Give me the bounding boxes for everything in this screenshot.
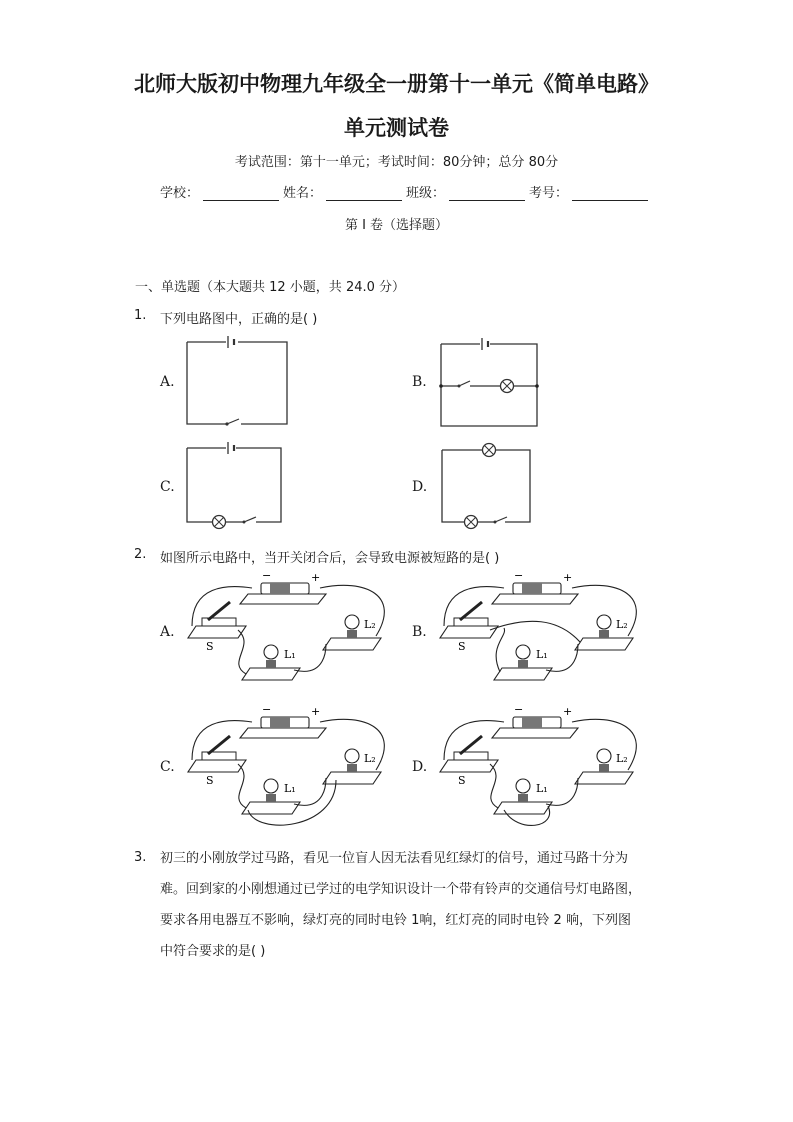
volume-heading: 第 I 卷（选择题）: [344, 218, 449, 233]
question-3-line-1: 初三的小刚放学过马路，看见一位盲人因无法看见红绿灯的信号，通过马路十分为: [160, 851, 629, 866]
question-3-number: 3.: [134, 850, 147, 865]
switch-lever-icon: [208, 602, 230, 620]
bulb-icon: [516, 645, 530, 659]
battery-board: [240, 569, 326, 604]
bulb-icon: [516, 779, 530, 793]
q1-circuit-d: [441, 449, 531, 523]
switch-board: [188, 602, 246, 653]
q1-option-a-label: A.: [160, 374, 175, 390]
switch-blade: [244, 517, 256, 522]
lamp-1-label: L₁: [536, 782, 548, 795]
lamp-2-label: L₂: [616, 618, 628, 631]
lamp-1-label: L₁: [284, 782, 296, 795]
class-blank[interactable]: [449, 186, 525, 201]
q2-option-c-label: C.: [160, 759, 175, 775]
bulb-icon: [345, 749, 359, 763]
question-3-text: [160, 843, 680, 967]
lamp-2-board: [323, 615, 381, 650]
q1-circuit-b: [440, 343, 538, 427]
name-label: 姓名：: [283, 186, 323, 201]
question-1-text: 下列电路图中，正确的是( ): [160, 312, 318, 327]
junction-dot: [439, 384, 443, 388]
q1-circuit-c: [186, 447, 282, 523]
lamp-1-board: [242, 645, 300, 680]
q2-option-a-label: A.: [160, 624, 175, 640]
battery-minus-label: −: [514, 703, 524, 716]
battery-plus-label: +: [311, 705, 321, 718]
switch-label: S: [206, 774, 214, 787]
bulb-icon: [597, 615, 611, 629]
switch-blade: [495, 517, 507, 522]
lamp-2-label: L₂: [616, 752, 628, 765]
question-3-line-3: 要求各用电器互不影响，绿灯亮的同时电铃 1响，红灯亮的同时电铃 2 响，下列图: [160, 913, 631, 928]
lamp-1-label: L₁: [284, 648, 296, 661]
switch-blade: [459, 381, 470, 386]
switch-label: S: [458, 640, 466, 653]
question-3-line-4: 中符合要求的是( ): [160, 944, 266, 959]
exam-number-label: 考号：: [529, 186, 569, 201]
q2-circuit-b: [438, 566, 648, 692]
question-3-line-2: 难。回到家的小刚想通过已学过的电学知识设计一个带有铃声的交通信号灯电路图，: [160, 882, 642, 897]
switch-label: S: [458, 774, 466, 787]
bulb-icon: [264, 645, 278, 659]
q1-option-c-label: C.: [160, 479, 175, 495]
q2-circuit-a: [186, 566, 396, 692]
battery-minus-label: −: [262, 569, 272, 582]
battery-plus-label: +: [563, 571, 573, 584]
battery-minus-label: −: [262, 703, 272, 716]
switch-lever-icon: [208, 736, 230, 754]
student-info-row: [160, 182, 652, 201]
battery-plus-label: +: [311, 571, 321, 584]
lamp-2-label: L₂: [364, 618, 376, 631]
exam-info: 考试范围：第十一单元；考试时间：80分钟；总分 80分: [234, 155, 559, 170]
question-2-number: 2.: [134, 547, 147, 562]
title-line-1: 北师大版初中物理九年级全一册第十一单元《简单电路》: [134, 71, 659, 96]
question-2-text: 如图所示电路中，当开关闭合后，会导致电源被短路的是( ): [160, 551, 500, 566]
switch-lever-icon: [460, 602, 482, 620]
bulb-icon: [264, 779, 278, 793]
q1-option-b-label: B.: [412, 374, 427, 390]
title-line-2: 单元测试卷: [344, 115, 449, 140]
section-heading: 一、单选题（本大题共 12 小题，共 24.0 分）: [135, 280, 406, 295]
q2-circuit-d: [438, 700, 648, 830]
bulb-icon: [345, 615, 359, 629]
school-blank[interactable]: [203, 186, 279, 201]
q2-option-b-label: B.: [412, 624, 427, 640]
lamp-1-label: L₁: [536, 648, 548, 661]
q2-circuit-c: [186, 700, 396, 830]
q1-circuit-a: [186, 336, 288, 428]
battery-minus-label: −: [514, 569, 524, 582]
school-label: 学校：: [160, 186, 200, 201]
lamp-2-label: L₂: [364, 752, 376, 765]
class-label: 班级：: [406, 186, 446, 201]
switch-lever-icon: [460, 736, 482, 754]
switch-label: S: [206, 640, 214, 653]
question-1-number: 1.: [134, 308, 147, 323]
battery-plus-label: +: [563, 705, 573, 718]
junction-dot: [535, 384, 539, 388]
bulb-icon: [597, 749, 611, 763]
name-blank[interactable]: [326, 186, 402, 201]
q2-option-d-label: D.: [412, 759, 428, 775]
q1-option-d-label: D.: [412, 479, 428, 495]
exam-number-blank[interactable]: [572, 186, 648, 201]
switch-blade: [227, 419, 239, 424]
